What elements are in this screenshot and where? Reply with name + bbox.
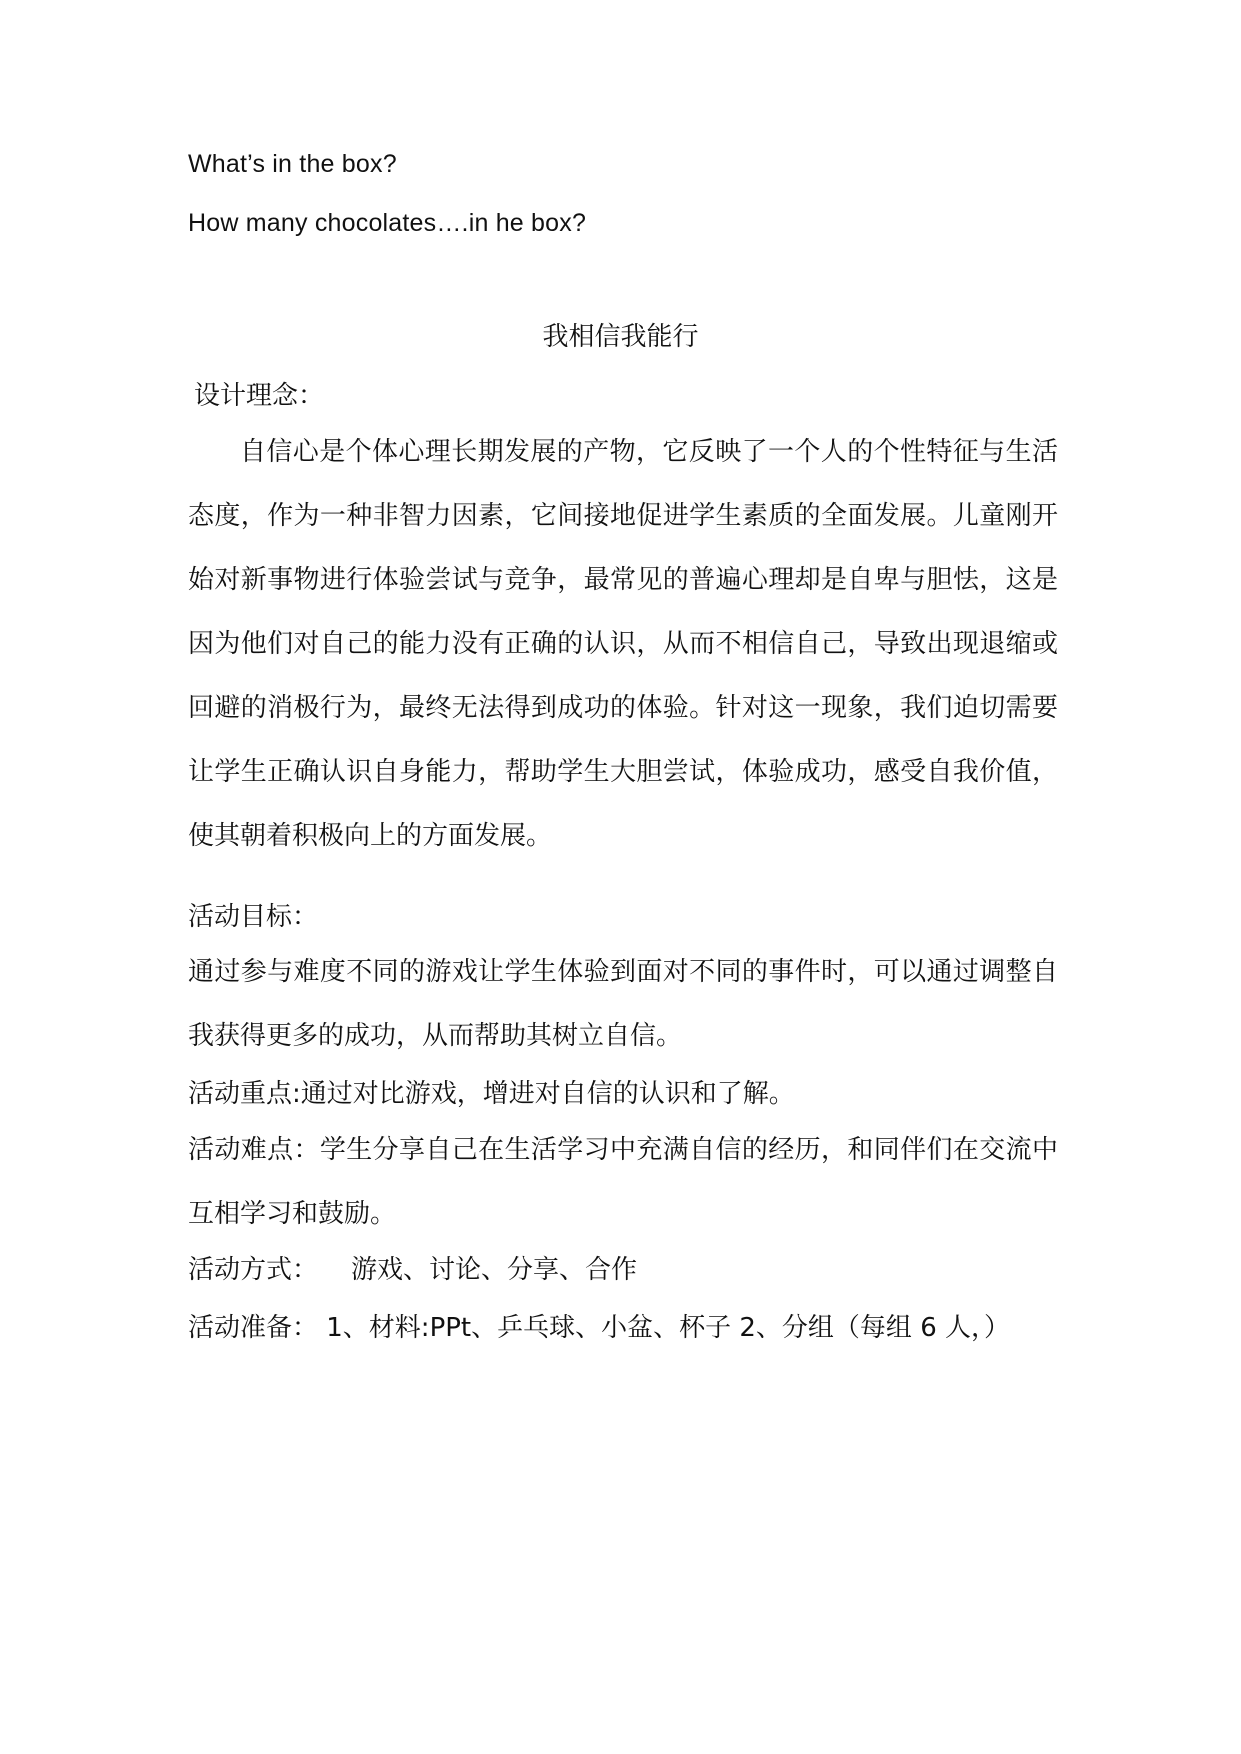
activity-difficulty: 活动难点：学生分享自己在生活学习中充满自信的经历，和同伴们在交流中互相学习和鼓励。 [188, 1135, 1058, 1229]
activity-goal-text: 通过参与难度不同的游戏让学生体验到面对不同的事件时，可以通过调整自我获得更多的成功，从而帮助其树立自信。 [188, 957, 1058, 1051]
activity-key-point: 活动重点:通过对比游戏，增进对自信的认识和了解。 [188, 1079, 795, 1109]
question-line-2: How many chocolates….in he box? [188, 209, 587, 237]
question-line-1: What’s in the box? [188, 150, 397, 178]
activity-method: 活动方式： 游戏、讨论、分享、合作 [188, 1255, 638, 1285]
design-concept-label: 设计理念： [194, 381, 325, 411]
activity-preparation: 活动准备： 1、材料:PPt、乒乓球、小盆、杯子 2、分组（每组 6 人，） [188, 1313, 1010, 1343]
document-title: 我相信我能行 [542, 322, 699, 352]
activity-goal-label: 活动目标： [188, 902, 319, 932]
design-concept-text: 自信心是个体心理长期发展的产物，它反映了一个人的个性特征与生活态度，作为一种非智力因素，它间接地促进学生素质的全面发展。儿童刚开始对新事物进行体验尝试与竞争，最常见的普遍心理却是自卑与胆怯，这是因为他们对自己的能力没有正确的认识，从而不相信自己，导致出现退缩或回避的消极行为，最终无法得到成功的体验。针对这一现象，我们迫切需要让学生正确认识自身能力，帮助学生大胆尝试，体验成功，感受自我价值，使其朝着积极向上的方面发展。 [188, 437, 1058, 851]
